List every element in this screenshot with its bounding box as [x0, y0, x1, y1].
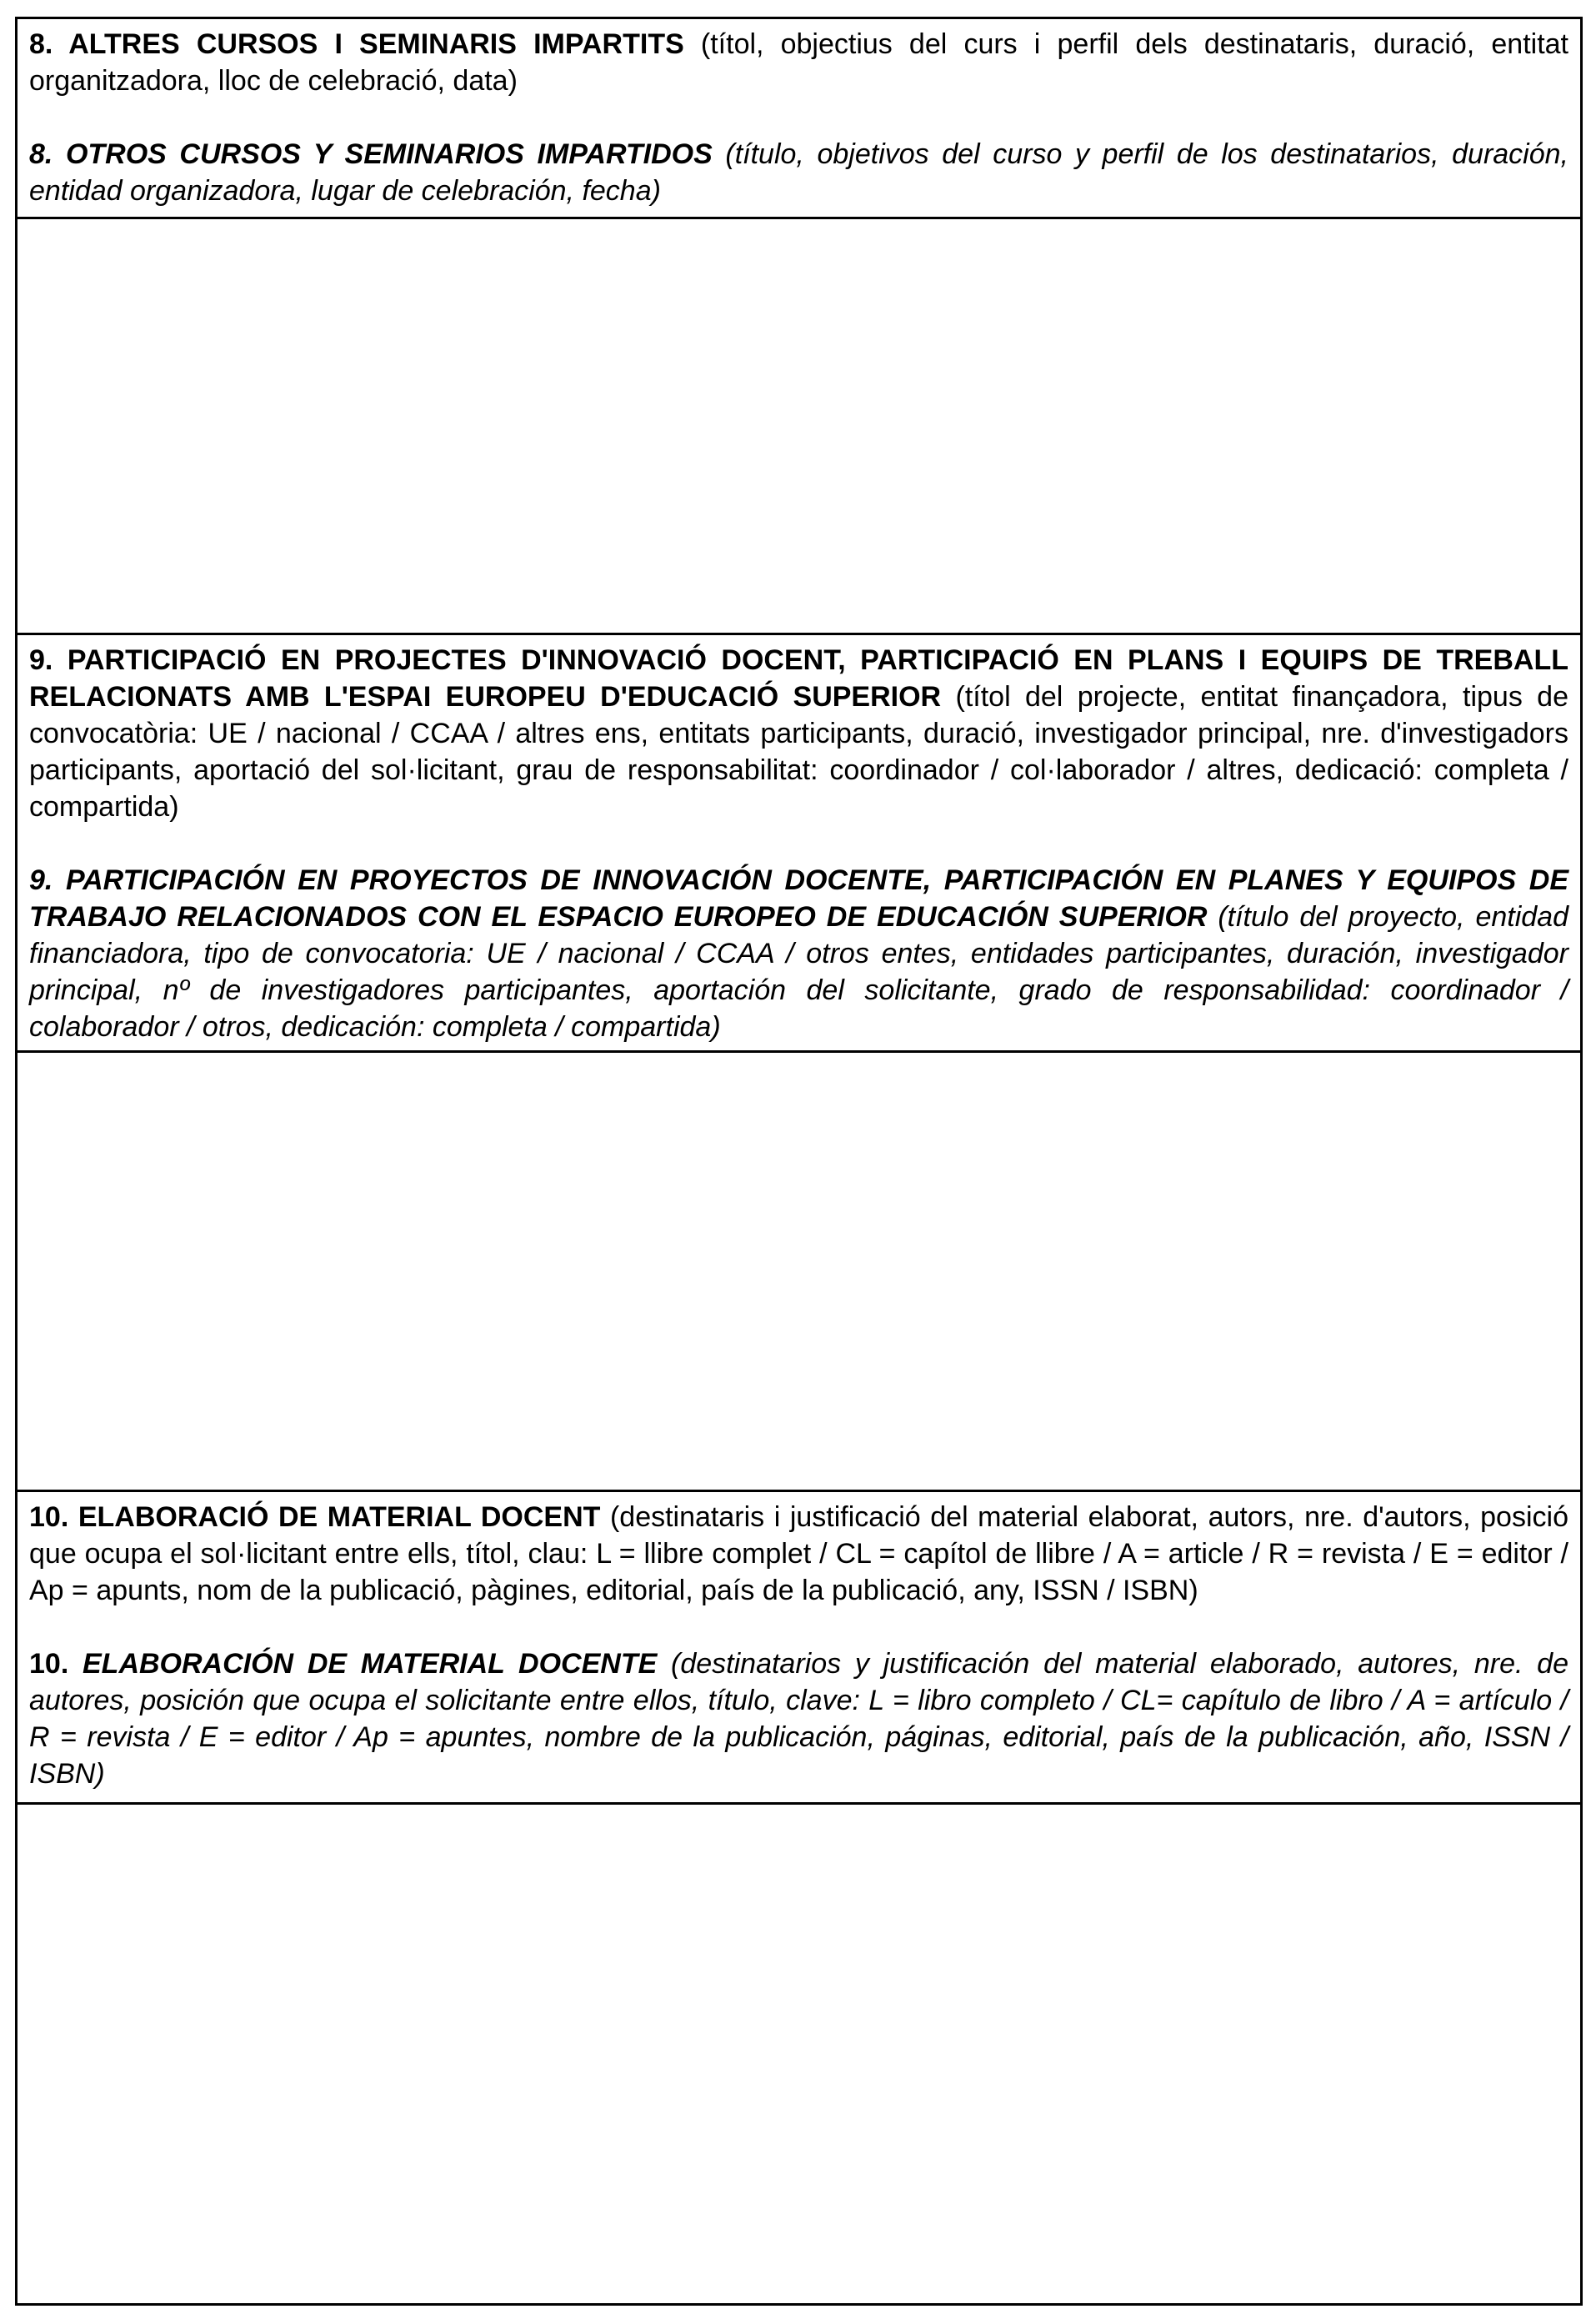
- section-8-catalan-heading: 8. ALTRES CURSOS I SEMINARIS IMPARTITS: [29, 28, 684, 60]
- section-9-spanish: [29, 862, 1568, 1045]
- section-9-catalan-description: (títol del projecte, entitat finançadora, tipus de convocatòria: UE / nacional / CCAA / altres ens, entitats participants, duració, investigador principal, nre. d'investigadors participants, aportació del sol·licitant, grau de responsabilitat: coordinador / col·laborador / altres, dedicació: completa / compartida): [29, 681, 1569, 823]
- section-10-spanish-number: 10.: [29, 1648, 83, 1680]
- section-9-catalan: [29, 642, 1568, 825]
- section-9-header: [18, 633, 1580, 1050]
- section-8-catalan-description: (títol, objectius del curs i perfil dels destinataris, duració, entitat organitzadora, lloc de celebració, data): [29, 28, 1569, 97]
- section-10-answer-field[interactable]: [18, 1802, 1580, 2303]
- section-8-spanish-description: (título, objetivos del curso y perfil de los destinatarios, duración, entidad organizadora, lugar de celebración, fecha): [29, 138, 1568, 207]
- section-10-spanish: [29, 1645, 1568, 1792]
- section-10-catalan-description: (destinataris i justificació del material elaborat, autors, nre. d'autors, posició que ocupa el sol·licitant entre ells, títol, clau: L = llibre complet / CL = capítol de llibre / A = article / R = revista / E = editor / Ap = apunts, nom de la publicació, pàgines, editorial, país de la publicació, any, ISSN / ISBN): [29, 1501, 1568, 1606]
- section-9-catalan-heading: 9. PARTICIPACIÓ EN PROJECTES D'INNOVACIÓ DOCENT, PARTICIPACIÓ EN PLANS I EQUIPS DE TREBALL RELACIONATS AMB L'ESPAI EUROPEU D'EDUCACIÓ SUPERIOR: [29, 644, 1568, 713]
- form-table: [15, 17, 1583, 2306]
- section-8-header: [18, 19, 1580, 217]
- section-9-spanish-heading: 9. PARTICIPACIÓN EN PROYECTOS DE INNOVACIÓN DOCENTE, PARTICIPACIÓN EN PLANES Y EQUIPOS DE TRABAJO RELACIONADOS CON EL ESPACIO EUROPEO DE EDUCACIÓN SUPERIOR: [29, 864, 1568, 933]
- section-8-spanish-heading: 8. OTROS CURSOS Y SEMINARIOS IMPARTIDOS: [29, 138, 713, 170]
- section-9-spanish-description: (título del proyecto, entidad financiadora, tipo de convocatoria: UE / nacional / CCAA / otros entes, entidades participantes, duración, investigador principal, nº de investigadores participantes, aportación del solicitante, grado de responsabilidad: coordinador / colaborador / otros, dedicación: completa / compartida): [29, 901, 1568, 1043]
- section-8-answer-field[interactable]: [18, 217, 1580, 633]
- section-9-answer-field[interactable]: [18, 1050, 1580, 1490]
- section-8-spanish: [29, 136, 1568, 209]
- section-10-spanish-heading: ELABORACIÓN DE MATERIAL DOCENTE: [83, 1648, 658, 1680]
- section-10-spanish-description: (destinatarios y justificación del material elaborado, autores, nre. de autores, posición que ocupa el solicitante entre ellos, título, clave: L = libro completo / CL= capítulo de libro / A = artículo / R = revista / E = editor / Ap = apuntes, nombre de la publicación, páginas, editorial, país de la publicación, año, ISSN / ISBN): [29, 1648, 1568, 1790]
- section-10-catalan: [29, 1499, 1568, 1609]
- section-10-catalan-heading: 10. ELABORACIÓ DE MATERIAL DOCENT: [29, 1501, 601, 1533]
- section-10-header: [18, 1490, 1580, 1802]
- section-8-catalan: [29, 26, 1568, 99]
